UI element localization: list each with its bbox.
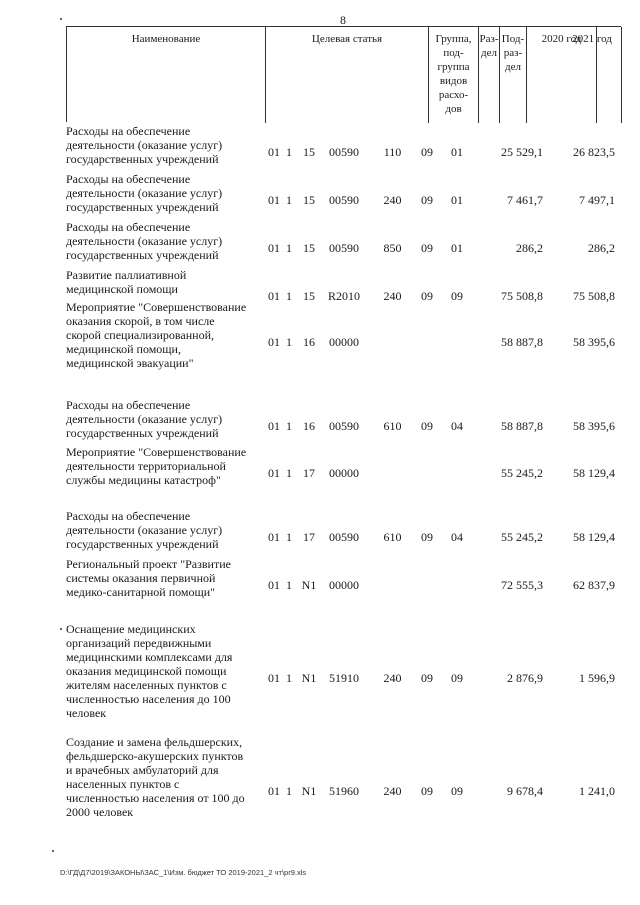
row-name-line: численностью населения от 100 до — [66, 791, 245, 805]
target-part-3: N1 — [301, 578, 317, 592]
file-path-footer: D:\ГД\Д7\2019\ЗАКОНЫ\ЗАС_1\Изм. бюджет ТО 2019-2021_2 чт\pr9.xls — [60, 868, 307, 877]
target-part-3: 15 — [303, 145, 315, 159]
row-name-line: Оснащение медицинских — [66, 622, 196, 636]
row-name — [66, 509, 266, 551]
target-part-3: 17 — [303, 466, 315, 480]
row-name-line: Региональный проект "Развитие — [66, 557, 231, 571]
row-name — [66, 557, 266, 599]
row-name-line: медицинской помощи — [66, 282, 178, 296]
amount-2020: 55 245,2 — [501, 466, 543, 480]
target-part-1: 01 — [268, 335, 280, 349]
row-name-line: Расходы на обеспечение — [66, 398, 191, 412]
subsection-code: 09 — [451, 289, 463, 303]
row-name-line: государственных учреждений — [66, 426, 219, 440]
target-part-1: 01 — [268, 466, 280, 480]
row-name-line: фельдшерско-акушерских пунктов — [66, 749, 244, 763]
amount-2020: 2 876,9 — [507, 671, 543, 685]
row-name-line: Мероприятие "Совершенствование — [66, 445, 247, 459]
target-part-2: 1 — [286, 193, 292, 207]
subsection-code: 04 — [451, 530, 463, 544]
target-part-3: 15 — [303, 289, 315, 303]
target-part-4: 00590 — [329, 193, 359, 207]
target-part-4: R2010 — [327, 289, 360, 303]
row-name — [66, 622, 266, 720]
amount-2021: 75 508,8 — [573, 289, 615, 303]
header-target: Целевая статья — [266, 27, 429, 123]
row-name-line: оказания скорой, в том числе — [66, 314, 215, 328]
row-name — [66, 445, 266, 487]
section-code: 09 — [421, 241, 433, 255]
row-name-line: государственных учреждений — [66, 152, 219, 166]
header-year-2020: 2020 год — [527, 27, 597, 123]
row-name-line: Развитие паллиативной — [66, 268, 187, 282]
row-name-line: деятельности (оказание услуг) — [66, 412, 223, 426]
row-name — [66, 300, 266, 370]
group-code: 610 — [383, 419, 402, 433]
row-name — [66, 220, 266, 262]
row-name-line: медицинскими комплексами для — [66, 650, 233, 664]
row-name-line: Мероприятие "Совершенствование — [66, 300, 247, 314]
row-name-line: численностью населения до 100 — [66, 692, 231, 706]
subsection-code: 04 — [451, 419, 463, 433]
row-name — [66, 268, 266, 296]
header-year-2021: 2021 год — [597, 27, 622, 123]
row-name-line: государственных учреждений — [66, 200, 219, 214]
target-part-2: 1 — [286, 419, 292, 433]
header-group: Группа, под- группа видов расхо- дов — [429, 27, 479, 123]
target-part-4: 00000 — [329, 466, 359, 480]
row-name-line: оказания медицинской помощи — [66, 664, 227, 678]
row-name-line: 2000 человек — [66, 805, 134, 819]
amount-2020: 9 678,4 — [507, 784, 543, 798]
amount-2020: 75 508,8 — [501, 289, 543, 303]
target-part-1: 01 — [268, 289, 280, 303]
row-name — [66, 124, 266, 166]
amount-2020: 58 887,8 — [501, 335, 543, 349]
header-subsection: Под- раз- дел — [500, 27, 527, 123]
target-part-1: 01 — [268, 784, 280, 798]
amount-2021: 26 823,5 — [573, 145, 615, 159]
amount-2021: 58 395,6 — [573, 335, 615, 349]
scan-mark — [52, 850, 54, 852]
target-part-2: 1 — [286, 530, 292, 544]
header-name: Наименование — [67, 27, 266, 123]
target-part-4: 00590 — [329, 145, 359, 159]
row-name-line: государственных учреждений — [66, 248, 219, 262]
group-code: 240 — [383, 671, 402, 685]
row-name-line: Расходы на обеспечение — [66, 509, 191, 523]
amount-2020: 55 245,2 — [501, 530, 543, 544]
target-part-3: 16 — [303, 335, 315, 349]
group-code: 240 — [383, 289, 402, 303]
target-part-2: 1 — [286, 289, 292, 303]
amount-2021: 58 129,4 — [573, 530, 615, 544]
target-part-4: 51910 — [329, 671, 359, 685]
amount-2020: 7 461,7 — [507, 193, 543, 207]
row-name-line: Расходы на обеспечение — [66, 172, 191, 186]
target-part-4: 51960 — [329, 784, 359, 798]
row-name-line: Расходы на обеспечение — [66, 124, 191, 138]
subsection-code: 09 — [451, 671, 463, 685]
row-name — [66, 172, 266, 214]
row-name-line: медицинской помощи, — [66, 342, 181, 356]
subsection-code: 01 — [451, 241, 463, 255]
target-part-4: 00590 — [329, 530, 359, 544]
row-name-line: человек — [66, 706, 107, 720]
row-name-line: деятельности (оказание услуг) — [66, 186, 223, 200]
row-name-line: системы оказания первичной — [66, 571, 216, 585]
section-code: 09 — [421, 784, 433, 798]
section-code: 09 — [421, 289, 433, 303]
target-part-3: 15 — [303, 241, 315, 255]
row-name-line: организаций передвижными — [66, 636, 212, 650]
row-name-line: службы медицины катастроф" — [66, 473, 221, 487]
target-part-1: 01 — [268, 419, 280, 433]
target-part-1: 01 — [268, 241, 280, 255]
target-part-2: 1 — [286, 145, 292, 159]
target-part-3: N1 — [301, 784, 317, 798]
subsection-code: 09 — [451, 784, 463, 798]
row-name-line: медицинской эвакуации" — [66, 356, 194, 370]
row-name-line: государственных учреждений — [66, 537, 219, 551]
section-code: 09 — [421, 671, 433, 685]
scan-mark — [60, 18, 62, 20]
row-name-line: деятельности территориальной — [66, 459, 226, 473]
section-code: 09 — [421, 193, 433, 207]
target-part-1: 01 — [268, 145, 280, 159]
target-part-2: 1 — [286, 671, 292, 685]
target-part-2: 1 — [286, 784, 292, 798]
target-part-4: 00000 — [329, 578, 359, 592]
target-part-3: 17 — [303, 530, 315, 544]
target-part-1: 01 — [268, 671, 280, 685]
amount-2021: 62 837,9 — [573, 578, 615, 592]
amount-2020: 72 555,3 — [501, 578, 543, 592]
amount-2021: 7 497,1 — [579, 193, 615, 207]
group-code: 850 — [383, 241, 402, 255]
row-name-line: Создание и замена фельдшерских, — [66, 735, 243, 749]
target-part-3: N1 — [301, 671, 317, 685]
amount-2020: 25 529,1 — [501, 145, 543, 159]
row-name-line: скорой специализированной, — [66, 328, 214, 342]
group-code: 240 — [383, 193, 402, 207]
amount-2020: 58 887,8 — [501, 419, 543, 433]
target-part-4: 00000 — [329, 335, 359, 349]
page-number: 8 — [340, 13, 346, 27]
target-part-4: 00590 — [329, 241, 359, 255]
target-part-2: 1 — [286, 241, 292, 255]
row-name-line: жителям населенных пунктов с — [66, 678, 227, 692]
amount-2020: 286,2 — [516, 241, 543, 255]
subsection-code: 01 — [451, 145, 463, 159]
row-name-line: медико-санитарной помощи" — [66, 585, 216, 599]
row-name-line: деятельности (оказание услуг) — [66, 138, 223, 152]
header-section: Раз- дел — [479, 27, 500, 123]
row-name-line: Расходы на обеспечение — [66, 220, 191, 234]
section-code: 09 — [421, 419, 433, 433]
row-name — [66, 735, 266, 819]
row-name-line: деятельности (оказание услуг) — [66, 523, 223, 537]
target-part-4: 00590 — [329, 419, 359, 433]
section-code: 09 — [421, 145, 433, 159]
target-part-2: 1 — [286, 466, 292, 480]
group-code: 240 — [383, 784, 402, 798]
scan-mark — [60, 628, 62, 630]
amount-2021: 1 596,9 — [579, 671, 615, 685]
amount-2021: 286,2 — [588, 241, 615, 255]
amount-2021: 58 129,4 — [573, 466, 615, 480]
target-part-1: 01 — [268, 193, 280, 207]
target-part-1: 01 — [268, 578, 280, 592]
row-name-line: населенных пунктов с — [66, 777, 180, 791]
section-code: 09 — [421, 530, 433, 544]
target-part-3: 16 — [303, 419, 315, 433]
target-part-2: 1 — [286, 335, 292, 349]
amount-2021: 1 241,0 — [579, 784, 615, 798]
amount-2021: 58 395,6 — [573, 419, 615, 433]
row-name-line: и врачебных амбулаторий для — [66, 763, 219, 777]
group-code: 110 — [383, 145, 402, 159]
target-part-3: 15 — [303, 193, 315, 207]
target-part-1: 01 — [268, 530, 280, 544]
target-part-2: 1 — [286, 578, 292, 592]
subsection-code: 01 — [451, 193, 463, 207]
group-code: 610 — [383, 530, 402, 544]
row-name — [66, 398, 266, 440]
row-name-line: деятельности (оказание услуг) — [66, 234, 223, 248]
